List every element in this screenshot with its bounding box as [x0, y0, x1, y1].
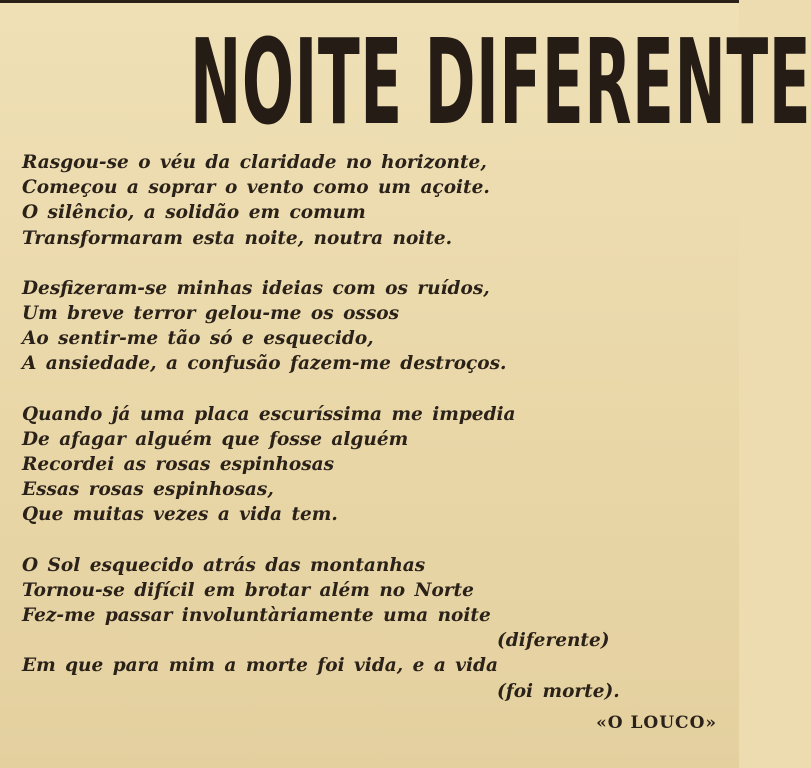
- poem-line: O Sol esquecido atrás das montanhas: [22, 554, 426, 576]
- poem-line: Rasgou-se o véu da claridade no horizonte,: [22, 152, 487, 173]
- poem-line: Tornou-se difícil em brotar além no Norte: [22, 579, 474, 601]
- poem-line: Recordei as rosas espinhosas: [22, 454, 335, 476]
- poem-line: O silêncio, a solidão em comum: [22, 202, 366, 224]
- stanza-3: [22, 402, 722, 528]
- stanza-4: [22, 553, 722, 704]
- stanza-1: [22, 150, 722, 251]
- stanza-2: [22, 276, 722, 377]
- poem-line: Em que para mim a morte foi vida, e a vida: [22, 655, 498, 677]
- poem-line: Um breve terror gelou-me os ossos: [22, 303, 400, 325]
- poem-line: Essas rosas espinhosas,: [22, 479, 274, 501]
- poem-line: Que muitas vezes a vida tem.: [22, 504, 338, 526]
- poem-line: Ao sentir-me tão só e esquecido,: [22, 328, 374, 350]
- poem-line: Fez-me passar involuntàriamente uma noite: [22, 605, 491, 627]
- poem-line: Transformaram esta noite, noutra noite.: [22, 227, 453, 249]
- poem-line: De afagar alguém que fosse alguém: [22, 428, 409, 450]
- poem-line: A ansiedade, a confusão fazem-me destroços.: [22, 353, 507, 375]
- poem-body: [22, 150, 722, 729]
- poem-line: Quando já uma placa escuríssima me impedia: [22, 403, 516, 425]
- poem-line: Começou a soprar o vento como um açoite.: [22, 177, 490, 199]
- poem-title: NOITE DIFERENTE: [190, 13, 811, 151]
- author-signature: «O LOUCO»: [596, 713, 717, 733]
- poem-line: Desfizeram-se minhas ideias com os ruídos,: [22, 277, 490, 299]
- poem-line-continuation: (diferente): [497, 630, 610, 652]
- poem-line-continuation: (foi morte).: [497, 680, 620, 702]
- top-border-rule: [0, 0, 739, 3]
